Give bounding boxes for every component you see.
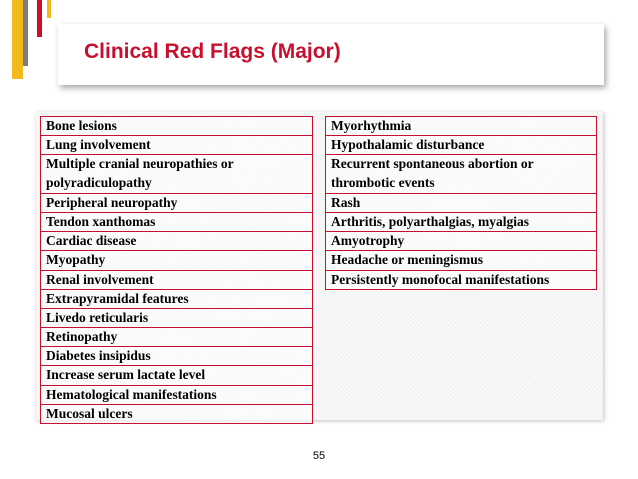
list-item: Hematological manifestations xyxy=(41,386,312,405)
list-item: Tendon xanthomas xyxy=(41,213,312,232)
list-item: Livedo reticularis xyxy=(41,309,312,328)
decorative-stripe-gray xyxy=(23,0,28,66)
decorative-stripe-yellow xyxy=(12,0,23,79)
list-item: Retinopathy xyxy=(41,328,312,347)
list-item: Peripheral neuropathy xyxy=(41,194,312,213)
decorative-stripe-red xyxy=(37,0,42,37)
list-item: Hypothalamic disturbance xyxy=(326,136,596,155)
list-item: Diabetes insipidus xyxy=(41,347,312,366)
list-item: Myorhythmia xyxy=(326,117,596,136)
decorative-stripe-yellow-small xyxy=(47,0,51,18)
list-item: Renal involvement xyxy=(41,271,312,290)
list-item: Increase serum lactate level xyxy=(41,366,312,385)
list-item: Arthritis, polyarthalgias, myalgias xyxy=(326,213,596,232)
list-item: Bone lesions xyxy=(41,117,312,136)
list-item: Recurrent spontaneous abortion or thrombotic events xyxy=(326,155,596,193)
slide-title: Clinical Red Flags (Major) xyxy=(84,40,341,63)
page-number: 55 xyxy=(312,450,326,462)
list-item: Rash xyxy=(326,194,596,213)
list-item: Multiple cranial neuropathies or polyradiculopathy xyxy=(41,155,312,193)
list-item: Mucosal ulcers xyxy=(41,405,312,424)
list-item: Lung involvement xyxy=(41,136,312,155)
list-item: Headache or meningismus xyxy=(326,251,596,270)
list-item: Persistently monofocal manifestations xyxy=(326,271,596,290)
list-item: Amyotrophy xyxy=(326,232,596,251)
title-box xyxy=(58,24,604,85)
list-item: Myopathy xyxy=(41,251,312,270)
right-flag-list xyxy=(325,116,597,290)
left-flag-list xyxy=(40,116,313,424)
list-item: Cardiac disease xyxy=(41,232,312,251)
list-item: Extrapyramidal features xyxy=(41,290,312,309)
